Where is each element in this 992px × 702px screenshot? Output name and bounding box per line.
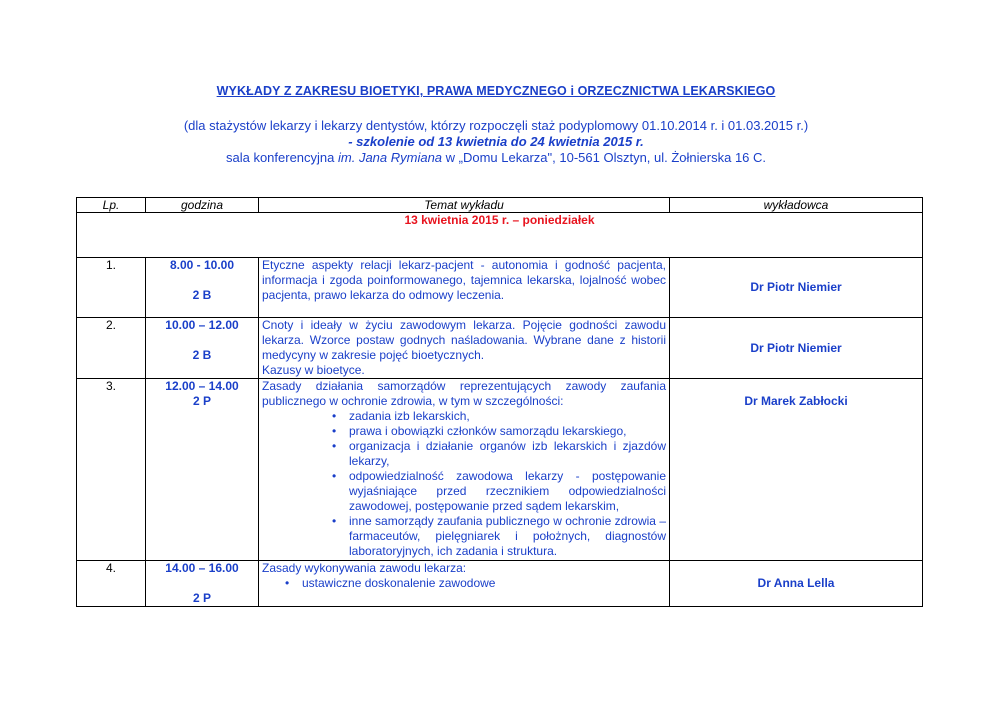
row-lecturer: Dr Marek Zabłocki	[670, 379, 923, 561]
row-number: 2.	[77, 318, 146, 379]
row-number: 1.	[77, 258, 146, 318]
table-header-row	[77, 198, 923, 213]
topic-points	[262, 576, 666, 591]
schedule-table	[76, 197, 923, 607]
list-item: • zadania izb lekarskich,	[349, 409, 666, 424]
row-lecturer: Dr Anna Lella	[670, 561, 923, 607]
row-time	[146, 318, 259, 379]
day-row	[77, 213, 923, 258]
row-number: 3.	[77, 379, 146, 561]
header-topic: Temat wykładu	[259, 198, 670, 213]
topic-text: Zasady działania samorządów reprezentujących zawody zaufania publicznego w ochronie zdrowia, w tym w szczególności:	[262, 379, 666, 408]
header-lp: Lp.	[77, 198, 146, 213]
subtitle-participants: (dla stażystów lekarzy i lekarzy dentystów, którzy rozpoczęli staż podyplomowy 01.10.2014 r. i 01.03.2015 r.)	[183, 118, 809, 133]
row-topic	[259, 379, 670, 561]
header-time: godzina	[146, 198, 259, 213]
list-item: • odpowiedzialność zawodowa lekarzy - postępowanie wyjaśniające przed rzecznikiem odpowiedzialności zawodowej, postępowanie przed sądem lekarskim,	[349, 469, 666, 514]
venue-name: im. Jana Rymiana	[338, 150, 443, 165]
list-item: • ustawiczne doskonalenie zawodowe	[302, 576, 666, 591]
topic-text: Zasady wykonywania zawodu lekarza:	[262, 561, 467, 575]
row-lecturer: Dr Piotr Niemier	[670, 318, 923, 379]
time-range: 10.00 – 12.00	[165, 318, 239, 332]
room: 2 P	[192, 591, 211, 605]
topic-text-extra: Kazusy w bioetyce.	[262, 363, 365, 377]
row-topic	[259, 318, 670, 379]
row-time	[146, 561, 259, 607]
row-topic	[259, 561, 670, 607]
row-time	[146, 379, 259, 561]
time-range: 8.00 - 10.00	[169, 258, 235, 272]
document-title: WYKŁADY Z ZAKRESU BIOETYKI, PRAWA MEDYCZNEGO i ORZECZNICTWA LEKARSKIEGO	[216, 84, 776, 98]
venue-prefix: sala konferencyjna	[225, 150, 338, 165]
topic-text: Cnoty i ideały w życiu zawodowym lekarza. Pojęcie godności zawodu lekarza. Wzorce postaw godnych naśladowania. Wybrane dane z historii medycyny w zakresie pojęć bioetycznych.	[262, 318, 666, 362]
row-number: 4.	[77, 561, 146, 607]
topic-points	[262, 409, 666, 559]
table-row	[77, 379, 923, 561]
row-lecturer: Dr Piotr Niemier	[670, 258, 923, 318]
table-row	[77, 318, 923, 379]
subtitle-dates: - szkolenie od 13 kwietnia do 24 kwietnia 2015 r.	[348, 134, 644, 149]
room: 2 B	[192, 348, 212, 362]
header-lecturer: wykładowca	[670, 198, 923, 213]
table-row	[77, 561, 923, 607]
room: 2 B	[192, 288, 212, 302]
list-item: • prawa i obowiązki członków samorządu lekarskiego,	[349, 424, 666, 439]
row-time	[146, 258, 259, 318]
time-range: 12.00 – 14.00	[165, 379, 239, 393]
row-topic: Etyczne aspekty relacji lekarz-pacjent - autonomia i godność pacjenta, informacja i zgoda poinformowanego, tajemnica lekarska, lojalność wobec pacjenta, prawo lekarza do odmowy leczenia.	[259, 258, 670, 318]
time-range: 14.00 – 16.00	[165, 561, 239, 575]
room: 2 P	[192, 394, 211, 408]
table-row	[77, 258, 923, 318]
venue-address: w „Domu Lekarza", 10-561 Olsztyn, ul. Żołnierska 16 C.	[442, 150, 767, 165]
list-item: • inne samorządy zaufania publicznego w ochronie zdrowia – farmaceutów, pielęgniarek i położnych, diagnostów laboratoryjnych, ich zadania i struktura.	[349, 514, 666, 559]
subtitle-venue	[0, 150, 992, 165]
day-label: 13 kwietnia 2015 r. – poniedziałek	[77, 213, 923, 258]
list-item: • organizacja i działanie organów izb lekarskich i zjazdów lekarzy,	[349, 439, 666, 469]
